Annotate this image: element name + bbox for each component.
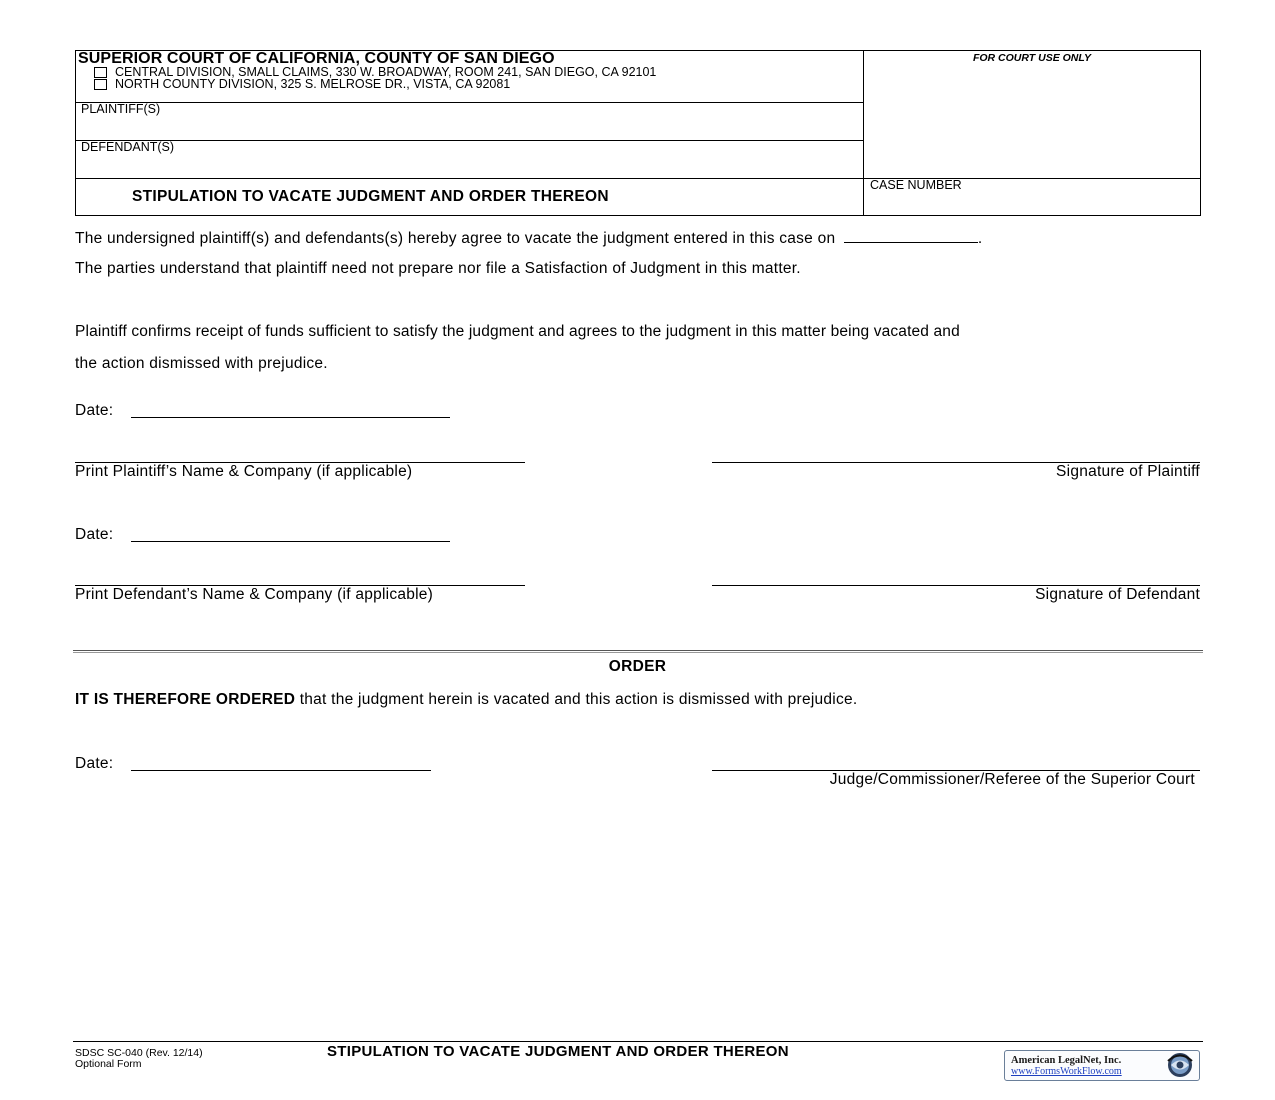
form-number: SDSC SC-040 (Rev. 12/14) xyxy=(75,1047,203,1059)
plaintiff-label: PLAINTIFF(S) xyxy=(81,102,161,116)
order-bold-lead: IT IS THEREFORE ORDERED xyxy=(75,691,296,708)
footer-form-title: STIPULATION TO VACATE JUDGMENT AND ORDER THEREON xyxy=(327,1043,789,1060)
order-text: that the judgment herein is vacated and this action is dismissed with prejudice. xyxy=(295,691,858,708)
logo-company-name: American LegalNet, Inc. xyxy=(1011,1055,1122,1066)
court-use-label: FOR COURT USE ONLY xyxy=(972,52,1092,64)
agreement-period: . xyxy=(977,230,983,247)
logo-url-link[interactable]: www.FormsWorkFlow.com xyxy=(1011,1066,1122,1077)
case-number-label: CASE NUMBER xyxy=(870,178,962,192)
defendant-date-line[interactable] xyxy=(131,541,450,542)
plaintiff-signature-label: Signature of Plaintiff xyxy=(1056,463,1200,480)
plaintiff-field[interactable] xyxy=(76,103,863,141)
checkbox-north-county-division[interactable] xyxy=(94,79,107,90)
order-divider xyxy=(73,650,1203,651)
order-statement xyxy=(75,691,857,709)
confirmation-line-2: the action dismissed with prejudice. xyxy=(75,355,328,372)
defendant-field[interactable] xyxy=(76,141,863,179)
form-title-cell xyxy=(76,179,863,215)
globe-icon xyxy=(1165,1052,1195,1078)
order-divider-shadow xyxy=(73,652,1203,653)
division-north-county[interactable] xyxy=(94,77,510,91)
optional-form-label: Optional Form xyxy=(75,1058,142,1070)
plaintiff-name-label: Print Plaintiff’s Name & Company (if applicable) xyxy=(75,463,413,480)
judgment-date-blank[interactable] xyxy=(844,228,978,243)
agreement-text: The undersigned plaintiff(s) and defendants(s) hereby agree to vacate the judgment entered in this case on xyxy=(75,230,836,247)
checkbox-central-division[interactable] xyxy=(94,67,107,78)
judge-signature-label: Judge/Commissioner/Referee of the Superior Court xyxy=(829,771,1195,788)
caption-box xyxy=(75,50,1201,216)
agreement-line-2: The parties understand that plaintiff need not prepare nor file a Satisfaction of Judgment in this matter. xyxy=(75,260,801,277)
caption-right xyxy=(864,51,1200,215)
order-heading: ORDER xyxy=(608,658,667,675)
court-use-box xyxy=(864,51,1200,179)
case-number-field[interactable] xyxy=(864,179,1200,215)
order-date-label: Date: xyxy=(75,755,114,772)
defendant-date-label: Date: xyxy=(75,526,114,543)
defendant-name-label: Print Defendant’s Name & Company (if applicable) xyxy=(75,586,434,603)
plaintiff-date-label: Date: xyxy=(75,402,114,419)
plaintiff-date-line[interactable] xyxy=(131,417,450,418)
caption-left xyxy=(76,51,864,215)
form-title: STIPULATION TO VACATE JUDGMENT AND ORDER THEREON xyxy=(132,188,609,205)
agreement-line-1 xyxy=(75,228,982,248)
defendant-signature-label: Signature of Defendant xyxy=(1035,586,1200,603)
division-north-county-label: NORTH COUNTY DIVISION, 325 S. MELROSE DR., VISTA, CA 92081 xyxy=(115,77,511,91)
court-name: SUPERIOR COURT OF CALIFORNIA, COUNTY OF SAN DIEGO xyxy=(78,50,555,67)
division-central-label: CENTRAL DIVISION, SMALL CLAIMS, 330 W. BROADWAY, ROOM 241, SAN DIEGO, CA 92101 xyxy=(115,65,657,79)
confirmation-line-1: Plaintiff confirms receipt of funds sufficient to satisfy the judgment and agrees to the judgment in this matter being vacated and xyxy=(75,323,960,340)
footer-rule xyxy=(73,1041,1203,1042)
order-date-line[interactable] xyxy=(131,770,431,771)
american-legalnet-logo[interactable] xyxy=(1004,1050,1200,1081)
court-header xyxy=(76,51,863,103)
defendant-label: DEFENDANT(S) xyxy=(81,140,175,154)
